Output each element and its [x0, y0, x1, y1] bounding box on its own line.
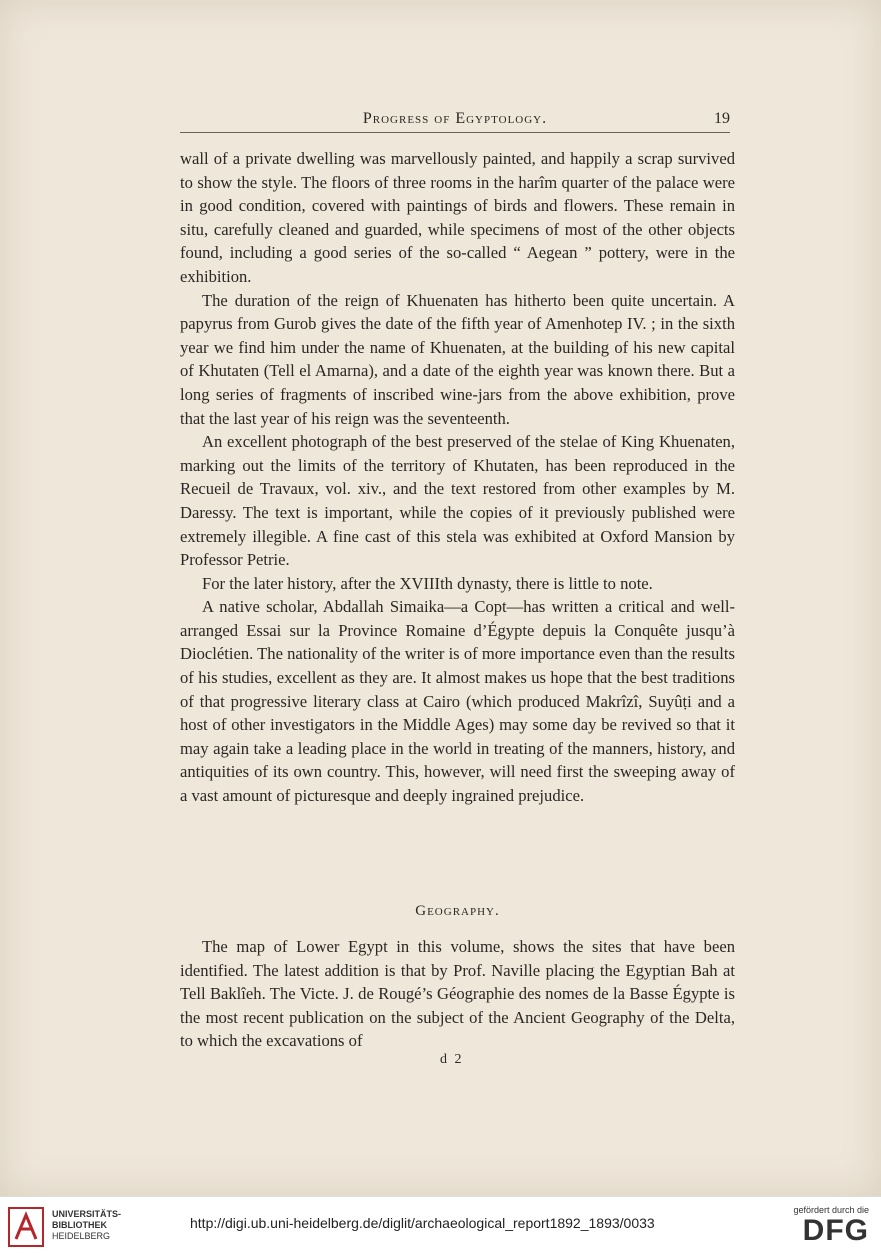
paragraph-5: A native scholar, Abdallah Simaika—a Copt—has written a critical and well-arranged Essai sur la Province Romaine d’Égypte depuis la Conquête jusqu’à Dioclétien. The nationality of the writer is of more importance even than the results of his studies, excellent as they are. It almost makes us hope that the best traditions of that progressive literary class at Cairo (which produced Makrîzî, Suyûṭi and a host of other investigators in the Middle Ages) may some day be revived so that it may again take a leading place in the world in treating of the manners, history, and antiquities of its own country. This, however, will need first the sweeping away of a vast amount of picturesque and deeply ingrained prejudice.: [180, 597, 735, 806]
library-line-2: BIBLIOTHEK: [52, 1220, 107, 1230]
library-line-3: HEIDELBERG: [52, 1231, 111, 1241]
library-line-1: UNIVERSITÄTS-: [52, 1209, 122, 1219]
library-name: [52, 1209, 121, 1242]
page-header: [180, 110, 730, 134]
dfg-logo-text: DFG: [802, 1214, 869, 1247]
running-title: Progress of Egyptology.: [362, 110, 548, 127]
header-rule: [180, 132, 730, 133]
page-number: 19: [714, 110, 730, 127]
paragraph-geography: The map of Lower Egypt in this volume, shows the sites that have been identified. The latest addition is that by Prof. Naville placing the Egyptian Bah at Tell Baklîeh. The Victe. J. de Rougé’s Géographie des nomes de la Basse Égypte is the most recent publication on the subject of the Ancient Geography of the Delta, to which the excavations of: [180, 937, 735, 1051]
funder-logo: [793, 1205, 869, 1247]
university-logo-icon: [8, 1207, 44, 1247]
paragraph-1: wall of a private dwelling was marvellously painted, and happily a scrap survived to show the style. The floors of three rooms in the harîm quarter of the palace were in good condition, covered with paintings of birds and flowers. These remain in situ, carefully cleaned and guarded, while specimens of most of the other objects found, including a good series of the so-called “ Aegean ” pottery, were in the exhibition.: [180, 149, 735, 286]
paragraph-3: An excellent photograph of the best preserved of the stelae of King Khuenaten, marking out the limits of the territory of Khutaten, has been reproduced in the Recueil de Travaux, vol. xiv., and the text restored from other examples by M. Daressy. The text is important, while the copies of it previously published were extremely illegible. A fine cast of this stela was exhibited at Oxford Mansion by Professor Petrie.: [180, 432, 735, 570]
viewer-footer: [0, 1196, 881, 1259]
paragraph-4: For the later history, after the XVIIIth dynasty, there is little to note.: [202, 573, 653, 593]
geography-text: [180, 935, 735, 1053]
signature-mark: d 2: [440, 1052, 464, 1067]
paragraph-2: The duration of the reign of Khuenaten has hitherto been quite uncertain. A papyrus from Gurob gives the date of the fifth year of Amenhotep IV. ; in the sixth year we find him under the name of Khuenaten, at the building of his new capital of Khutaten (Tell el Amarna), and a date of the eighth year was known there. But a long series of fragments of inscribed wine-jars from the above exhibition, prove that the last year of his reign was the seventeenth.: [180, 290, 735, 428]
section-heading-geography: Geography.: [415, 903, 500, 919]
permalink-url[interactable]: http://digi.ub.uni-heidelberg.de/diglit/archaeological_report1892_1893/0033: [190, 1215, 655, 1231]
body-text: [180, 147, 735, 808]
funded-by-label: gefördert durch die: [793, 1205, 869, 1215]
